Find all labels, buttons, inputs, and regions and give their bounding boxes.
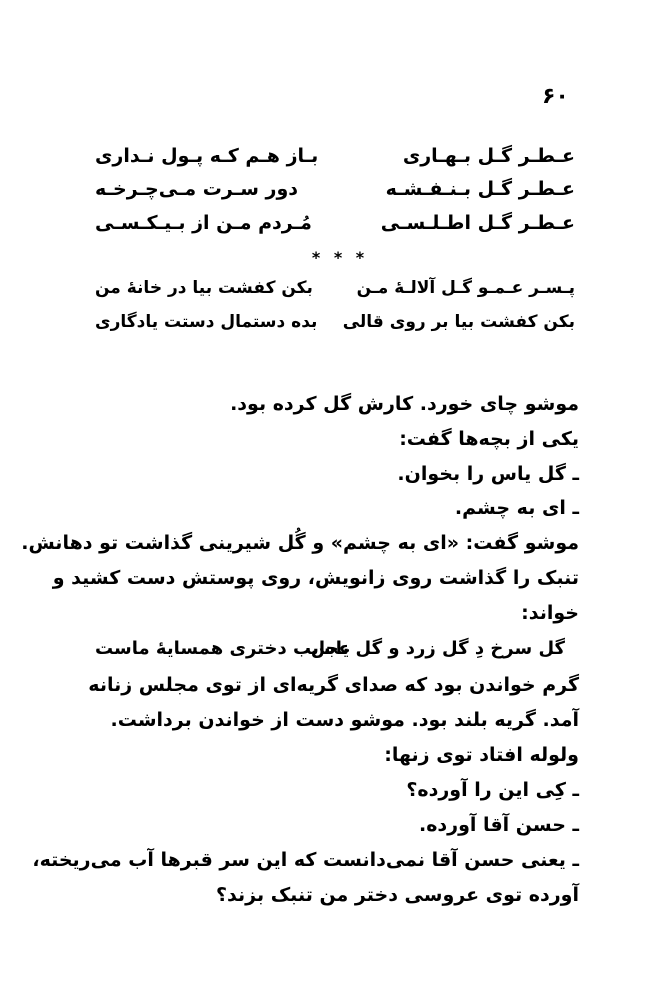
prose-line: ـ حسن آقا آورده.: [419, 814, 579, 836]
prose-line: ـ یعنی حسن آقا نمی‌دانست که این سر قبرها آب می‌ریخته،: [32, 849, 579, 871]
verse-hemistich-right: عـطـر گـل بـهـاری: [402, 145, 575, 167]
verse-hemistich-right: عـطـر گـل اطـلـسـی: [380, 212, 575, 234]
prose-line: ولوله افتاد توی زنها:: [384, 744, 579, 766]
verse-hemistich-left: بـاز هـم کـه پـول نـداری: [95, 145, 319, 167]
verse-hemistich-left: بکن کفشت بیا در خانهٔ من: [95, 278, 313, 298]
poem-verse-4: [95, 278, 575, 312]
verse-hemistich-left: بده دستمال دستت یادگاری: [95, 312, 318, 332]
verse-hemistich-left: مُـردم مـن از بـیـکـسـی: [95, 212, 312, 234]
inline-verse: [95, 638, 565, 670]
prose-line: ـ ای به چشم.: [454, 497, 579, 519]
prose-line: یکی از بچه‌ها گفت:: [399, 428, 579, 450]
prose-line: آورده توی عروسی دختر من تنبک بزند؟: [216, 884, 579, 906]
poem-verse-2: [95, 178, 575, 212]
prose-line: آمد. گریه بلند بود. موشو دست از خواندن برداشت.: [110, 709, 579, 731]
prose-line: تنبک را گذاشت روی زانویش، روی پوستش دست کشید و: [52, 567, 579, 589]
poem-verse-3: [95, 212, 575, 246]
prose-line: خواند:: [521, 602, 579, 624]
verse-hemistich-right: گل سرخ دِ گل زرد و گل یاس: [310, 638, 565, 659]
prose-line: ـ گل یاس را بخوان.: [397, 463, 579, 485]
verse-hemistich-left: دور سـرت مـی‌چـرخـه: [95, 178, 299, 200]
prose-line: موشو چای خورد. کارش گل کرده بود.: [230, 393, 579, 415]
verse-hemistich-left: عجایب دختری همسایهٔ ماست: [95, 638, 351, 659]
stanza-separator: * * *: [311, 248, 369, 267]
verse-hemistich-right: بکن کفشت بیا بر روی قالی: [342, 312, 575, 332]
page-number: ۶۰: [542, 84, 569, 109]
verse-hemistich-right: پـسـر عـمـو گـل آلالـهٔ مـن: [356, 278, 575, 298]
prose-line: گرم خواندن بود که صدای گریه‌ای از توی مجلس زنانه: [88, 674, 579, 696]
verse-hemistich-right: عـطـر گـل بـنـفـشـه: [385, 178, 575, 200]
poem-verse-5: [95, 312, 575, 346]
prose-line: موشو گفت: «ای به چشم» و گُل شیرینی گذاشت تو دهانش.: [21, 532, 579, 554]
poem-verse-1: [95, 145, 575, 179]
prose-line: ـ کِی این را آورده؟: [406, 779, 579, 801]
